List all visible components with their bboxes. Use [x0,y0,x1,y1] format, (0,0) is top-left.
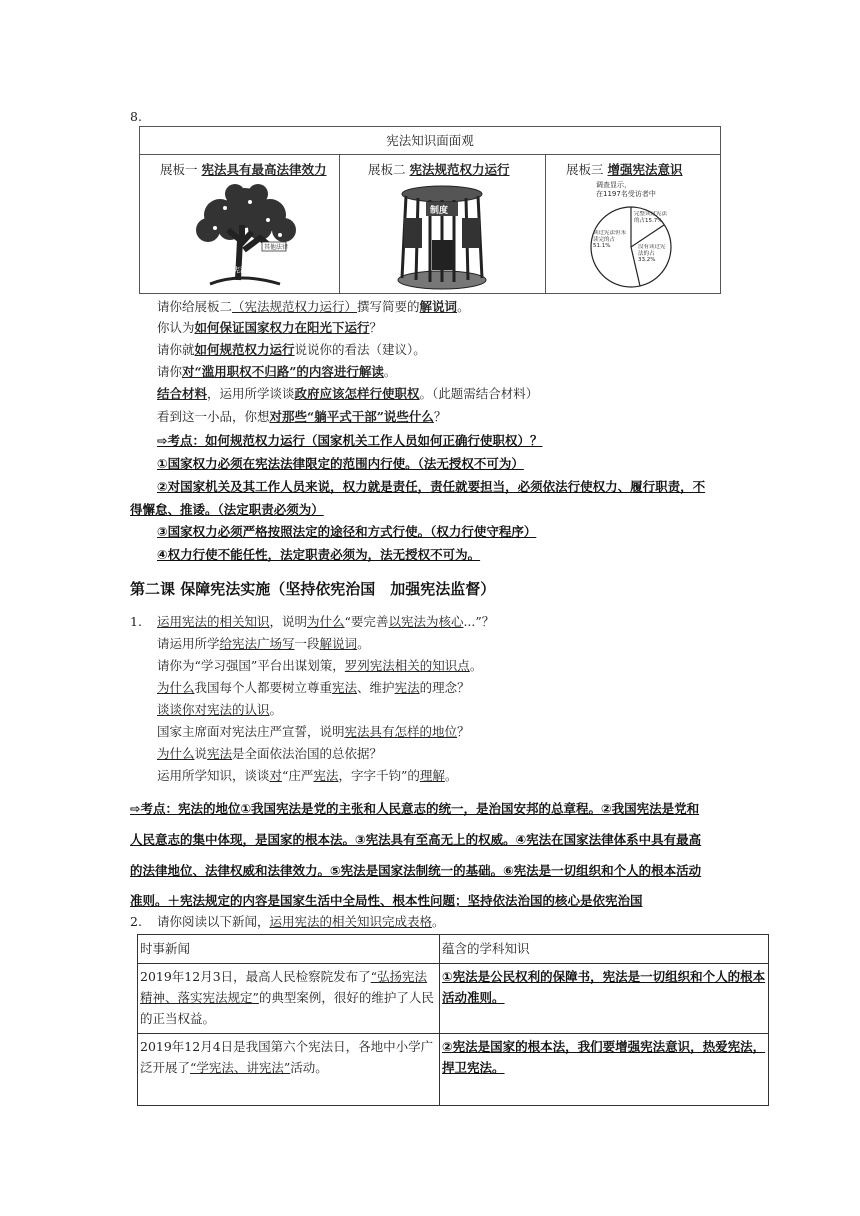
q8-prompt-6: 看到这一小品，你想对那些“躺平式干部”说些什么？ [157,409,447,424]
panel-two-title: 宪法规范权力运行 [409,162,510,177]
q2-prompt: 请你阅读以下新闻，运用宪法的相关知识完成表格。 [157,914,445,929]
q1-number: 1. [130,614,142,629]
q8-prompt-5: 结合材料，运用所学谈谈政府应该怎样行使职权。（此题需结合材料） [157,386,539,401]
q8-key-point-2: ②对国家机关及其工作人员来说，权力就是责任，责任就要担当，必须依法行使权力、履行职责，不 [157,479,706,494]
lesson-heading: 第二课 保障宪法实施（坚持依宪治国 加强宪法监督） [130,580,496,598]
pie-caption-1: 调查显示， [596,181,631,189]
q2-number: 2. [130,914,142,929]
panel-two-prefix: 展板二 [368,162,406,177]
pie-segment-not-read: 没有读过宪法的占33.2% [638,244,666,263]
q1-prompt-5: 谈谈你对宪法的认识。 [157,702,283,717]
q8-key-point-4: ④权力行使不能任性，法定职责必须为，法无授权不可为。 [157,547,481,562]
q8-prompt-4: 请你对“滥用职权不归路”的内容进行解读。 [157,364,397,379]
q8-key-title: ⇨考点：如何规范权力运行（国家机关工作人员如何正确行使职权）？ [157,433,543,448]
panel-three [546,154,722,294]
table-title: 宪法知识面面观 [140,127,720,155]
q8-prompt-2: 你认为如何保证国家权力在阳光下运行？ [157,320,383,335]
panel-three-title: 增强宪法意识 [607,162,683,177]
q8-key-point-1: ①国家权力必须在宪法法律限定的范围内行使。（法无授权不可为） [157,456,524,471]
lesson-key-line-4: 准则。＋宪法规定的内容是国家生活中全局性、根本性问题；坚持依法治国的核心是依宪治国 [130,893,643,908]
q1-prompt-2: 请运用所学给宪法广场写一段解说词。 [157,636,370,651]
question-number: 8. [130,109,142,124]
q1-prompt-7: 为什么说宪法是全面依法治国的总依据？ [157,746,383,761]
table-row-1-knowledge: ①宪法是公民权利的保障书，宪法是一切组织和个人的根本活动准则。 [442,969,766,1005]
q8-key-point-3: ③国家权力必须严格按照法定的途径和方式行使。（权力行使守程序） [157,524,537,539]
table-header-news: 时事新闻 [140,941,191,956]
q1-prompt-6: 国家主席面对宪法庄严宣誓，说明宪法具有怎样的地位？ [157,724,470,739]
q1-prompt-3: 请你为“学习强国”平台出谋划策，罗列宪法相关的知识点。 [157,658,483,673]
table-row-2-knowledge: ②宪法是国家的根本法，我们要增强宪法意识，热爱宪法，捍卫宪法。 [442,1039,766,1075]
tree-illustration [180,180,310,292]
survey-pie-chart [576,202,686,292]
pie-caption-2: 在1197名受访者中 [596,190,656,198]
q8-key-point-2-cont: 得懈怠、推诿。（法定职责必须为） [130,502,324,517]
q1-prompt-8: 运用所学知识，谈谈对“庄严宪法，字字千钧”的理解。 [157,768,458,783]
panel-one-title: 宪法具有最高法律效力 [201,162,327,177]
exhibit-table [139,126,721,294]
q8-prompt-3: 请你就如何规范权力运行说说你的看法（建议）。 [157,342,426,357]
cage-label: 制度 [430,206,449,216]
table-header-knowledge: 蕴含的学科知识 [442,941,530,956]
lesson-key-line-3: 的法律地位、法律权威和法律效力。⑤宪法是国家法制统一的基础。⑥宪法是一切组织和个人的根本活动 [130,863,702,878]
q1-prompt-4: 为什么我国每个人都要树立尊重宪法、维护宪法的理念？ [157,680,470,695]
panel-one [140,154,340,294]
pie-segment-read-partly: 读过宪法但未读完的占51.1% [593,230,627,249]
panel-three-prefix: 展板三 [566,162,604,177]
pie-segment-read-fully: 完整读过宪法的占15.7% [634,211,668,224]
q8-prompt-1: 请你给展板二（宪法规范权力运行）撰写简要的解说词。 [157,299,470,314]
cage-illustration [382,180,502,292]
panel-one-prefix: 展板一 [160,162,198,177]
lesson-key-line-1: ⇨考点：宪法的地位①我国宪法是党的主张和人民意志的统一，是治国安邦的总章程。②我国宪法是党和 [130,801,700,816]
table-row-2-news: 2019年12月4日是我国第六个宪法日，各地中小学广泛开展了“学宪法、讲宪法”活动。 [140,1039,434,1075]
tree-label-constitution: 宪法 [233,266,247,274]
panel-two [340,154,546,294]
q1-prompt-1: 运用宪法的相关知识，说明为什么“要完善以宪法为核心...”？ [157,614,495,629]
lesson-key-line-2: 人民意志的集中体现，是国家的根本法。③宪法具有至高无上的权威。④宪法在国家法律体系中具有最高 [130,832,702,847]
table-row-1-news: 2019年12月3日，最高人民检察院发布了“弘扬宪法精神、落实宪法规定”的典型案例，很好的维护了人民的正当权益。 [140,969,434,1026]
news-knowledge-table [137,934,769,1106]
tree-label-other-laws: 其他法律 [264,244,289,251]
